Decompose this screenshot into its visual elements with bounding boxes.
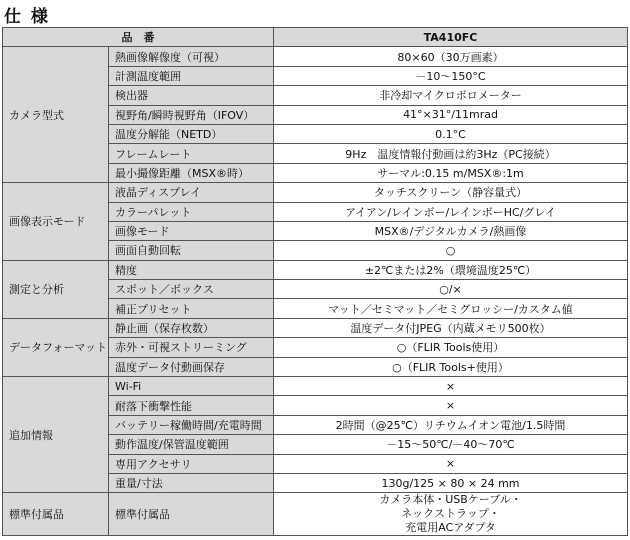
category-cell: 測定と分析	[3, 260, 109, 318]
spec-value: 41°×31°/11mrad	[274, 105, 628, 124]
spec-label: 精度	[109, 260, 274, 279]
spec-value: ±2℃または2%（環境温度25℃）	[274, 260, 628, 279]
spec-label: 最小撮像距離（MSX®時）	[109, 163, 274, 182]
spec-label: 画像モード	[109, 221, 274, 240]
spec-label: 専用アクセサリ	[109, 454, 274, 473]
table-header-row	[3, 28, 628, 47]
spec-value: 80×60（30万画素）	[274, 47, 628, 66]
spec-value: 0.1°C	[274, 124, 628, 143]
spec-label: 液晶ディスプレイ	[109, 183, 274, 202]
spec-label: 重量/寸法	[109, 473, 274, 492]
spec-label: 温度データ付動画保存	[109, 357, 274, 376]
page-title: 仕 様	[4, 7, 50, 27]
spec-label: スポット／ボックス	[109, 280, 274, 299]
spec-label: 動作温度/保管温度範囲	[109, 435, 274, 454]
spec-label: Wi-Fi	[109, 377, 274, 396]
category-cell: 追加情報	[3, 377, 109, 493]
spec-value: マット／セミマット／セミグロッシー/カスタム値	[274, 299, 628, 318]
header-label: 品 番	[3, 28, 274, 47]
spec-value: ○/×	[274, 280, 628, 299]
spec-value: 130g/125 × 80 × 24 mm	[274, 473, 628, 492]
spec-label: 計測温度範囲	[109, 66, 274, 85]
spec-value: －10～150°C	[274, 66, 628, 85]
spec-label: 視野角/瞬時視野角（IFOV）	[109, 105, 274, 124]
table-row	[3, 260, 628, 279]
spec-value	[274, 493, 628, 536]
spec-value: アイアン/レインボー/レインボーHC/グレイ	[274, 202, 628, 221]
table-row	[3, 377, 628, 396]
spec-value: －15～50℃/－40～70℃	[274, 435, 628, 454]
spec-label: 静止画（保存枚数）	[109, 318, 274, 337]
spec-value: 非冷却マイクロボロメーター	[274, 86, 628, 105]
spec-value: ×	[274, 454, 628, 473]
category-cell: 画像表示モード	[3, 183, 109, 261]
category-cell: データフォーマット	[3, 318, 109, 376]
spec-value: MSX®/デジタルカメラ/熱画像	[274, 221, 628, 240]
table-row	[3, 493, 628, 536]
spec-label: 赤外・可視ストリーミング	[109, 338, 274, 357]
spec-value: 2時間（@25℃）リチウムイオン電池/1.5時間	[274, 415, 628, 434]
spec-label: 補正プリセット	[109, 299, 274, 318]
spec-label: 温度分解能（NETD）	[109, 124, 274, 143]
table-row	[3, 47, 628, 66]
spec-value: ○（FLIR Tools+使用）	[274, 357, 628, 376]
table-row	[3, 318, 628, 337]
category-cell: カメラ型式	[3, 47, 109, 183]
spec-value: 温度データ付JPEG（内蔵メモリ500枚）	[274, 318, 628, 337]
spec-value: 9Hz 温度情報付動画は約3Hz（PC接続）	[274, 144, 628, 163]
spec-value: ×	[274, 396, 628, 415]
spec-value-line: カメラ本体・USBケーブル・	[379, 493, 522, 507]
spec-value: ○	[274, 241, 628, 260]
header-model: TA410FC	[274, 28, 628, 47]
spec-value: ○（FLIR Tools使用）	[274, 338, 628, 357]
spec-value-line: 充電用ACアダプタ	[405, 521, 496, 535]
spec-table	[2, 27, 628, 536]
spec-value-line: ネックストラップ・	[401, 507, 500, 521]
spec-label: 画面自動回転	[109, 241, 274, 260]
spec-label: 耐落下衝撃性能	[109, 396, 274, 415]
spec-label: フレームレート	[109, 144, 274, 163]
spec-value: タッチスクリーン（静容量式）	[274, 183, 628, 202]
category-cell: 標準付属品	[3, 493, 109, 536]
spec-value: ×	[274, 377, 628, 396]
spec-label: 熱画像解像度（可視）	[109, 47, 274, 66]
spec-label: 標準付属品	[109, 493, 274, 536]
spec-value: サーマル:0.15 m/MSX®:1m	[274, 163, 628, 182]
spec-label: バッテリー稼働時間/充電時間	[109, 415, 274, 434]
spec-label: カラーパレット	[109, 202, 274, 221]
spec-label: 検出器	[109, 86, 274, 105]
table-row	[3, 183, 628, 202]
